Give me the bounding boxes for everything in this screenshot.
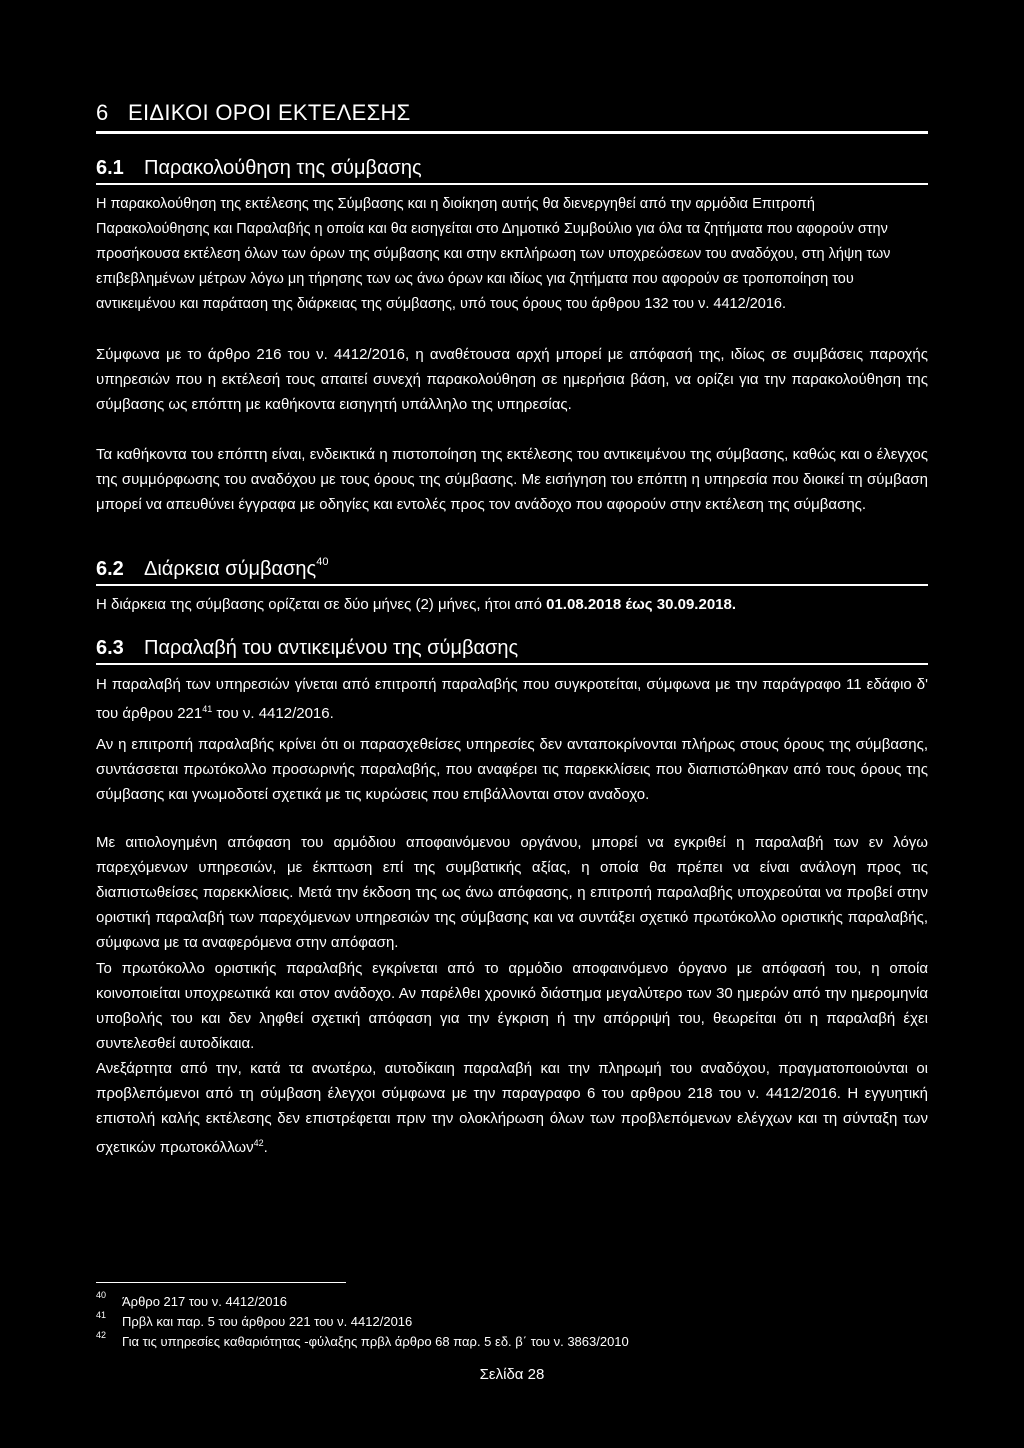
footnote-number: 42	[96, 1330, 107, 1340]
s63-paragraph-3: Με αιτιολογημένη απόφαση του αρμόδιου αποφαινόμενου οργάνου, μπορεί να εγκριθεί η παραλαβή των εν λόγω παρεχόμενων υπηρεσιών, με έκπτωση επί της συμβατικής αξίας, η οποία θα πρέπει να είναι ανάλογη προς τις διαπιστωθείσες παρεκκλίσεις. Μετά την έκδοση της ως άνω απόφασης, η επιτροπή παραλαβής υποχρεούται να προβεί στην οριστική παραλαβή των παρεχόμενων υπηρεσιών της σύμβασης και να συντάξει σχετικό πρωτόκολλο οριστικής παραλαβής, σύμφωνα με τα αναφερόμενα στην απόφαση.	[96, 834, 928, 951]
footnote-number: 41	[96, 1310, 107, 1320]
section-6-2-rule	[96, 584, 928, 586]
footnote-40	[96, 1290, 928, 1314]
footnote-text: Πρβλ και παρ. 5 του άρθρου 221 του ν. 4412/2016	[122, 1314, 413, 1329]
s63-paragraph-1	[96, 672, 928, 726]
footnote-number: 40	[96, 1290, 107, 1300]
section-6-3-heading	[96, 637, 928, 660]
section-6-rule	[96, 131, 928, 134]
section-6-2-heading	[96, 558, 928, 581]
s63-paragraph-4: Το πρωτόκολλο οριστικής παραλαβής εγκρίνεται από το αρμόδιο αποφαινόμενο όργανο με απόφασή του, η οποία κοινοποιείται υποχρεωτικά και στον ανάδοχο. Αν παρέλθει χρονικό διάστημα μεγαλύτερο των 30 ημερών από την ημερομηνία υποβολής του και δεν ληφθεί σχετική απόφαση για την έγκριση ή την απόρριψή του, θεωρείται ότι η παραλαβή έχει συντελεσθεί αυτοδίκαια.	[96, 960, 928, 1052]
footnote-ref-42[interactable]: 42	[253, 1138, 264, 1148]
section-6-1-rule	[96, 183, 928, 185]
s63-paragraph-2: Αν η επιτροπή παραλαβής κρίνει ότι οι παρασχεθείσες υπηρεσίες δεν ανταποκρίνονται πλήρως στους όρους της σύμβασης, συντάσσεται πρωτόκολλο προσωρινής παραλαβής, που αναφέρει τις παρεκκλίσεις που διαπιστώθηκαν από τους όρους της σύμβασης και γνωμοδοτεί σχετικά με τις κυρώσεις που επιβάλλονται στον αναδοχο.	[96, 736, 928, 803]
s61-paragraph-1: Η παρακολούθηση της εκτέλεσης της Σύμβασης και η διοίκηση αυτής θα διενεργηθεί από την αρμόδια Επιτροπή Παρακολούθησης και Παραλαβής η οποία και θα εισηγείται στο Δημοτικό Συμβούλιο για όλα τα ζητήματα που αφορούν στην προσήκουσα εκτέλεση όλων των όρων της σύμβασης και στην εκπλήρωση των υποχρεώσεων του αναδόχου, στη λήψη των επιβεβλημένων μέτρων λόγω μη τήρησης των ως άνω όρων και ιδίως για ζητήματα που αφορούν σε τροποποίηση του αντικειμένου και παράταση της διάρκειας της σύμβασης, υπό τους όρους του άρθρου 132 του ν. 4412/2016.	[96, 196, 891, 312]
footnote-text: Για τις υπηρεσίες καθαριότητας -φύλαξης πρβλ άρθρο 68 παρ. 5 εδ. β΄ του ν. 3863/2010	[122, 1334, 629, 1349]
section-6-2-title: Διάρκεια σύμβασης	[144, 558, 317, 580]
s61-paragraph-2: Σύμφωνα με το άρθρο 216 του ν. 4412/2016, η αναθέτουσα αρχή μπορεί με απόφασή της, ιδίως σε συμβάσεις παροχής υπηρεσιών που η εκτέλεσή τους απαιτεί συνεχή παρακολούθηση σε ημερήσια βάση, να ορίζει για την παρακολούθηση της σύμβασης ως επόπτη με καθήκοντα εισηγητή υπάλληλο της υπηρεσίας.	[96, 346, 928, 413]
section-6-3-title: Παραλαβή του αντικειμένου της σύμβασης	[144, 637, 519, 659]
section-6-number: 6	[96, 100, 109, 125]
footnote-text: Άρθρο 217 του ν. 4412/2016	[122, 1294, 287, 1309]
section-6-1-number: 6.1	[96, 157, 124, 179]
section-6-2-number: 6.2	[96, 558, 124, 580]
section-6-1-heading	[96, 157, 928, 180]
s63-p1-text-end: του ν. 4412/2016.	[212, 705, 334, 722]
section-6-title: ΕΙΔΙΚΟΙ ΟΡΟΙ ΕΚΤΕΛΕΣΗΣ	[128, 100, 411, 125]
s62-duration-dates: 01.08.2018 έως 30.09.2018.	[546, 596, 737, 613]
section-6-heading	[96, 100, 928, 126]
s62-duration-text: Η διάρκεια της σύμβασης ορίζεται σε δύο μήνες (2) μήνες, ήτοι από	[96, 596, 547, 613]
page-number: Σελίδα 28	[479, 1366, 545, 1383]
section-6-1-title: Παρακολούθηση της σύμβασης	[144, 157, 422, 179]
footnote-42	[96, 1330, 928, 1354]
footnote-ref-40[interactable]: 40	[316, 556, 329, 569]
footnote-41	[96, 1310, 928, 1334]
s63-p5-text-end: .	[263, 1139, 268, 1156]
section-6-3-rule	[96, 663, 928, 665]
s62-paragraph-1	[96, 592, 928, 617]
section-6-3-number: 6.3	[96, 637, 124, 659]
s63-p5-text: Ανεξάρτητα από την, κατά τα ανωτέρω, αυτοδίκαιη παραλαβή και την πληρωμή του αναδόχου, πραγματοποιούνται οι προβλεπόμενοι από τη σύμβαση έλεγχοι σύμφωνα με την παραγραφο 6 του αρθρου 218 του ν. 4412/2016. Η εγγυητική επιστολή καλής εκτέλεσης δεν επιστρέφεται πριν την ολοκλήρωση όλων των προβλεπόμενων ελέγχων και τη σύνταξη των σχετικών πρωτοκόλλων	[96, 1060, 928, 1156]
s63-paragraph-5	[96, 1056, 928, 1160]
s61-paragraph-3: Τα καθήκοντα του επόπτη είναι, ενδεικτικά η πιστοποίηση της εκτέλεσης του αντικειμένου της σύμβασης, καθώς και ο έλεγχος της συμμόρφωσης του αναδόχου με τους όρους της σύμβασης. Με εισήγηση του επόπτη η υπηρεσία που διοικεί τη σύμβαση μπορεί να απευθύνει έγγραφα με οδηγίες και εντολές προς τον ανάδοχο που αφορούν στην εκτέλεση της σύμβασης.	[96, 446, 928, 513]
footnote-separator	[96, 1282, 346, 1283]
footnote-ref-41[interactable]: 41	[202, 704, 213, 714]
s63-p1-text: Η παραλαβή των υπηρεσιών γίνεται από επιτροπή παραλαβής που συγκροτείται, σύμφωνα με την παράγραφο 11 εδάφιο δ' του άρθρου 221	[96, 676, 928, 722]
